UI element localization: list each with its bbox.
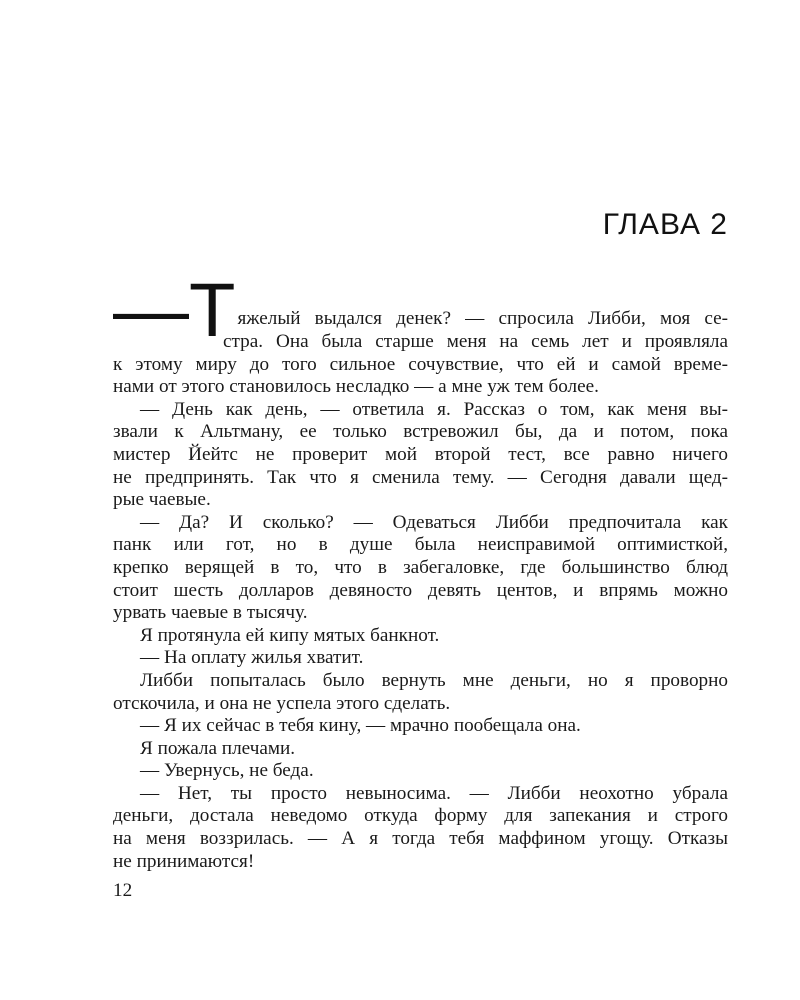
text-line: не принимаются!: [113, 850, 255, 872]
text-line: мистер Йейтс не проверит мой второй тест, все равно ничего: [113, 443, 728, 465]
chapter-title: ГЛАВА 2: [602, 208, 728, 241]
page-number: 12: [113, 880, 133, 901]
text-line: нами от этого становилось несладко — а мне уж тем более.: [113, 376, 599, 398]
text-line: рые чаевые.: [113, 489, 211, 511]
drop-cap: —Т: [113, 268, 236, 353]
text-line: не предпринять. Так что я сменила тему. — Сегодня давали щед-: [113, 466, 728, 488]
text-line: на меня воззрилась. — А я тогда тебя маффином угощу. Отказы: [113, 828, 728, 850]
chapter-body-text: [113, 268, 728, 873]
text-line: звали к Альтману, ее только встревожил бы, да и потом, пока: [113, 421, 728, 443]
text-line: панк или гот, но в душе была неисправимой оптимисткой,: [113, 534, 728, 556]
text-line: Я пожала плечами.: [140, 737, 296, 759]
text-line: к этому миру до того сильное сочувствие, что ей и самой време-: [113, 353, 728, 375]
text-line: Либби попыталась было вернуть мне деньги, но я проворно: [140, 669, 728, 691]
text-line: — Нет, ты просто невыносима. — Либби неохотно убрала: [140, 782, 728, 804]
text-line: крепко верящей в то, что в забегаловке, где большинство блюд: [113, 556, 728, 578]
text-line: урвать чаевые в тысячу.: [113, 602, 308, 624]
text-line: — На оплату жилья хватит.: [140, 647, 364, 669]
text-line: отскочила, и она не успела этого сделать.: [113, 692, 451, 714]
text-line: — Да? И сколько? — Одеваться Либби предпочитала как: [140, 511, 728, 533]
text-line: стра. Она была старше меня на семь лет и проявляла: [223, 331, 728, 352]
text-line: — Увернусь, не беда.: [140, 760, 314, 782]
text-line: — День как день, — ответила я. Рассказ о том, как меня вы-: [140, 398, 728, 420]
text-line: — Я их сейчас в тебя кину, — мрачно пообещала она.: [140, 715, 581, 737]
text-line: стоит шесть долларов девяносто девять центов, и впрямь можно: [113, 579, 728, 601]
text-line: яжелый выдался денек? — спросила Либби, моя се-: [237, 308, 728, 330]
text-line: деньги, достала неведомо откуда форму для запекания и строго: [113, 805, 728, 827]
text-line: Я протянула ей кипу мятых банкнот.: [140, 624, 440, 646]
